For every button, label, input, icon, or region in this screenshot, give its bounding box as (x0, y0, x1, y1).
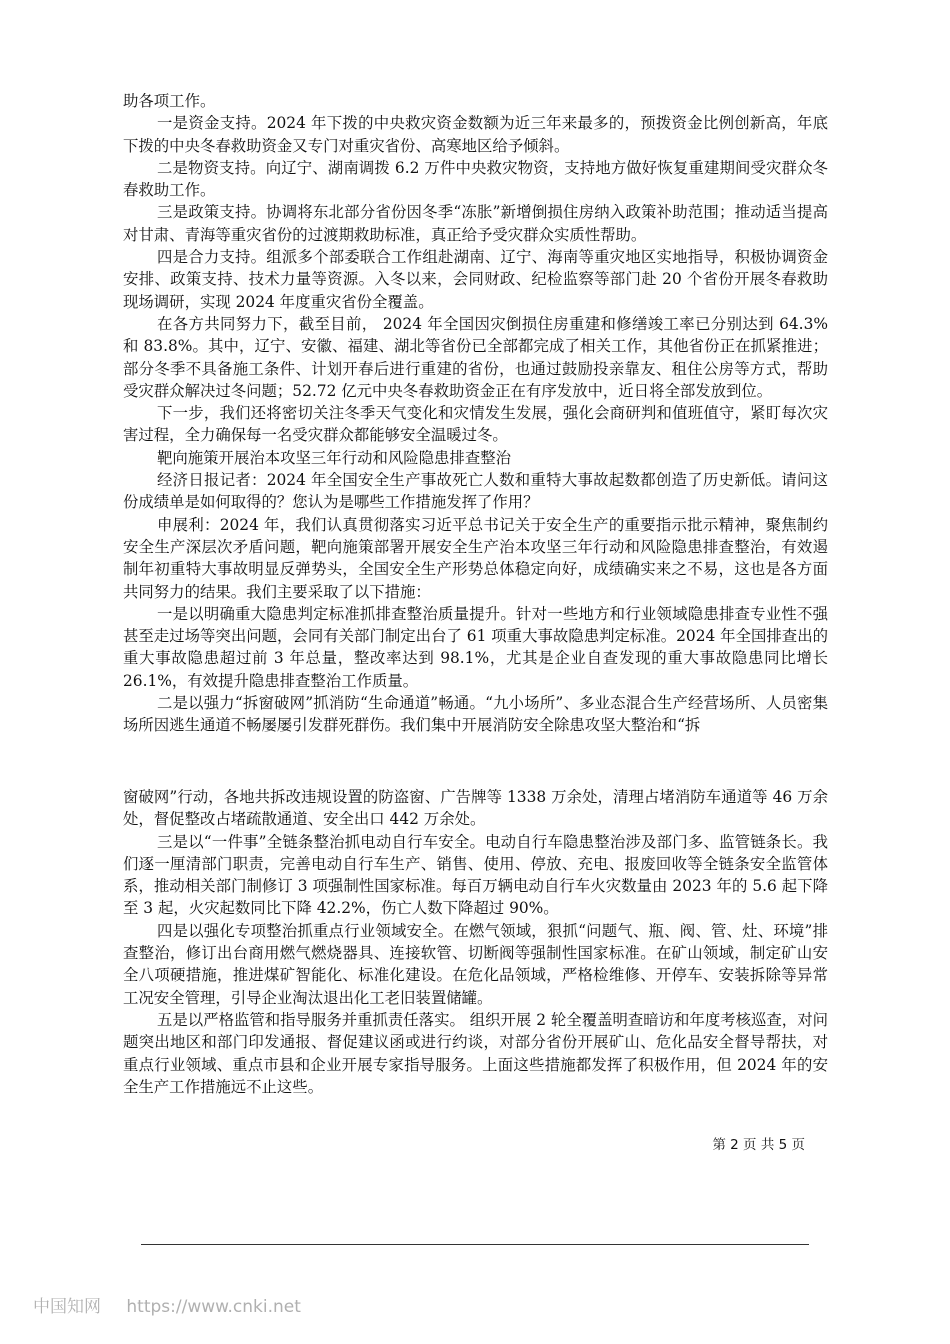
paragraph: 靶向施策开展治本攻坚三年行动和风险隐患排查整治 (157, 448, 511, 467)
paragraph: 一是以明确重大隐患判定标准抓排查整治质量提升。针对一些地方和行业领域隐患排查专业性不强甚至走过场等突出问题，会同有关部门制定出台了 61 项重大事故隐患判定标准。2024 年全国排查出的重大事故隐患超过前 3 年总量，整改率达到 98.1%，尤其是企业自查发现的重大事故隐患同比增长 26.1%，有效提升隐患排查整治工作质量。 (123, 604, 828, 690)
watermark-url: https://www.cnki.net (126, 1297, 301, 1317)
paragraph: 助各项工作。 (123, 92, 216, 110)
body-text-upper (123, 90, 828, 737)
paragraph: 申展利：2024 年，我们认真贯彻落实习近平总书记关于安全生产的重要指示批示精神，聚焦制约安全生产深层次矛盾问题，靶向施策部署开展安全生产治本攻坚三年行动和风险隐患排查整治，有效遏制年初重特大事故明显反弹势头，全国安全生产形势总体稳定向好，成绩确实来之不易，这也是各方面共同努力的结果。我们主要采取了以下措施： (123, 515, 828, 601)
paragraph: 窗破网”行动，各地共拆改违规设置的防盗窗、广告牌等 1338 万余处，清理占堵消防车通道等 46 万余处，督促整改占堵疏散通道、安全出口 442 万余处。 (123, 788, 828, 829)
page-number: 第 2 页 共 5 页 (712, 1137, 805, 1153)
paragraph: 经济日报记者：2024 年全国安全生产事故死亡人数和重特大事故起数都创造了历史新低。请问这份成绩单是如何取得的？您认为是哪些工作措施发挥了作用？ (123, 471, 828, 512)
paragraph: 下一步，我们还将密切关注冬季天气变化和灾情发生发展，强化会商研判和值班值守，紧盯每次灾害过程，全力确保每一名受灾群众都能够安全温暖过冬。 (123, 404, 828, 445)
watermark-brand: 中国知网 (33, 1297, 101, 1317)
paragraph: 一是资金支持。2024 年下拨的中央救灾资金数额为近三年来最多的，预拨资金比例创新高，年底下拨的中央冬春救助资金又专门对重灾省份、高寒地区给予倾斜。 (123, 114, 828, 155)
paragraph: 在各方共同努力下，截至目前， 2024 年全国因灾倒损住房重建和修缮竣工率已分别达到 64.3%和 83.8%。其中，辽宁、安徽、福建、湖北等省份已全部都完成了相关工作，其他省份正在抓紧推进；部分冬季不具备施工条件、计划开春后进行重建的省份，也通过鼓励投亲靠友、租住公房等方式，帮助受灾群众解决过冬问题；52.72 亿元中央冬春救助资金正在有序发放中，近日将全部发放到位。 (123, 314, 828, 400)
paragraph: 四是以强化专项整治抓重点行业领域安全。在燃气领域，狠抓“问题气、瓶、阀、管、灶、环境”排查整治，修订出台商用燃气燃烧器具、连接软管、切断阀等强制性国家标准。在矿山领域，制定矿山安全八项硬措施，推进煤矿智能化、标准化建设。在危化品领域，严格检维修、开停车、安装拆除等异常工况安全管理，引导企业淘汰退出化工老旧装置储罐。 (123, 921, 828, 1007)
paragraph: 五是以严格监管和指导服务并重抓责任落实。 组织开展 2 轮全覆盖明查暗访和年度考核巡查，对问题突出地区和部门印发通报、督促建议函或进行约谈，对部分省份开展矿山、危化品安全督导帮扶，对重点行业领域、重点市县和企业开展专家指导服务。上面这些措施都发挥了积极作用，但 2024 年的安全生产工作措施远不止这些。 (123, 1010, 828, 1096)
paragraph: 三是以“一件事”全链条整治抓电动自行车安全。电动自行车隐患整治涉及部门多、监管链条长。我们逐一厘清部门职责，完善电动自行车生产、销售、使用、停放、充电、报废回收等全链条安全监管体系，推动相关部门制修订 3 项强制性国家标准。每百万辆电动自行车火灾数量由 2023 年的 5.6 起下降至 3 起，火灾起数同比下降 42.2%，伤亡人数下降超过 90%。 (123, 832, 828, 918)
body-text-lower (123, 786, 828, 1098)
paragraph: 二是以强力“拆窗破网”抓消防“生命通道”畅通。“九小场所”、多业态混合生产经营场所、人员密集场所因逃生通道不畅屡屡引发群死群伤。我们集中开展消防安全除患攻坚大整治和“拆 (123, 694, 828, 735)
watermark (33, 1292, 301, 1317)
paragraph: 三是政策支持。协调将东北部分省份因冬季“冻胀”新增倒损住房纳入政策补助范围；推动适当提高对甘肃、青海等重灾省份的过渡期救助标准，真正给予受灾群众实质性帮助。 (123, 203, 828, 244)
paragraph: 四是合力支持。组派多个部委联合工作组赴湖南、辽宁、海南等重灾地区实地指导，积极协调资金安排、政策支持、技术力量等资源。入冬以来，会同财政、纪检监察等部门赴 20 个省份开展冬春救助现场调研，实现 2024 年度重灾省份全覆盖。 (123, 248, 828, 311)
paragraph: 二是物资支持。向辽宁、湖南调拨 6.2 万件中央救灾物资，支持地方做好恢复重建期间受灾群众冬春救助工作。 (123, 158, 828, 200)
footer-divider (141, 1244, 809, 1245)
